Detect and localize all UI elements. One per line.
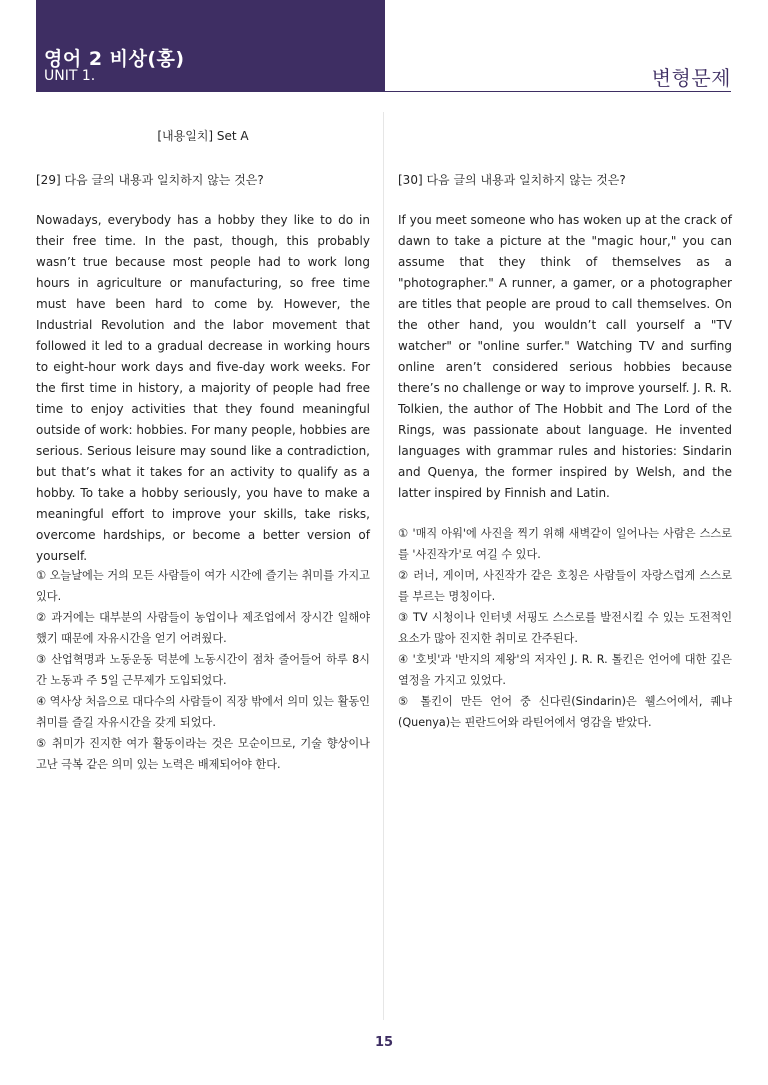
section-title: 변형문제 <box>651 66 731 90</box>
question-29-passage: Nowadays, everybody has a hobby they like to do in their free time. In the past, though, this probably wasn’t true because most people had to work long hours in agriculture or manufacturing, so free time must have been hard to come by. However, the Industrial Revolution and the labor movement that followed it led to a gradual decrease in working hours to eight-hour work days and five-day work weeks. For the first time in history, a majority of people had free time to enjoy activities that they found meaningful outside of work: hobbies. For many people, hobbies are serious. Serious leisure may sound like a contradiction, but that’s what it takes for an activity to qualify as a hobby. To take a hobby seriously, you have to make a meaningful effort to improve your skills, take risks, overcome hardships, or become a better version of yourself. <box>36 213 370 563</box>
header-rule <box>385 91 731 92</box>
choice-5: ⑤ 톨킨이 만든 언어 중 신다린(Sindarin)은 웰스어에서, 퀘냐(Quenya)는 핀란드어와 라틴어에서 영감을 받았다. <box>398 695 732 729</box>
choice-1: ① '매직 아워'에 사진을 찍기 위해 새벽같이 일어나는 사람은 스스로를 '사진작가'로 여길 수 있다. <box>398 527 732 561</box>
set-label: [내용일치] Set A <box>157 129 249 143</box>
choice-2: ② 과거에는 대부분의 사람들이 농업이나 제조업에서 장시간 일해야 했기 때문에 자유시간을 얻기 어려웠다. <box>36 611 370 645</box>
unit-label: UNIT 1. <box>44 68 96 84</box>
document-title: 영어 2 비상(홍) <box>44 48 185 70</box>
question-30-passage: If you meet someone who has woken up at the crack of dawn to take a picture at the "magic hour," you can assume that they think of themselves as a "photographer." A runner, a gamer, or a photographer are titles that people are proud to call themselves. On the other hand, you wouldn’t call yourself a "TV watcher" or "online surfer." Watching TV and surfing online aren’t considered serious hobbies because there’s no challenge or way to improve yourself. J. R. R. Tolkien, the author of The Hobbit and The Lord of the Rings, was passionate about language. He invented languages with grammar rules and histories: Sindarin and Quenya, the former inspired by Welsh, and the latter inspired by Finnish and Latin. <box>398 213 732 500</box>
question-29-prompt: [29] 다음 글의 내용과 일치하지 않는 것은? <box>36 173 264 187</box>
choice-2: ② 러너, 게이머, 사진작가 같은 호칭은 사람들이 자랑스럽게 스스로를 부르는 명칭이다. <box>398 569 732 603</box>
choice-4: ④ 역사상 처음으로 대다수의 사람들이 직장 밖에서 의미 있는 활동인 취미를 즐길 자유시간을 갖게 되었다. <box>36 695 370 729</box>
choice-5: ⑤ 취미가 진지한 여가 활동이라는 것은 모순이므로, 기술 향상이나 고난 극복 같은 의미 있는 노력은 배제되어야 한다. <box>36 737 370 771</box>
choice-3: ③ TV 시청이나 인터넷 서핑도 스스로를 발전시킬 수 있는 도전적인 요소가 많아 진지한 취미로 간주된다. <box>398 611 732 645</box>
question-30-prompt: [30] 다음 글의 내용과 일치하지 않는 것은? <box>398 173 626 187</box>
choice-1: ① 오늘날에는 거의 모든 사람들이 여가 시간에 즐기는 취미를 가지고 있다. <box>36 569 370 603</box>
question-30-choices <box>398 523 732 733</box>
header-banner <box>36 0 385 92</box>
choice-3: ③ 산업혁명과 노동운동 덕분에 노동시간이 점차 줄어들어 하루 8시간 노동과 주 5일 근무제가 도입되었다. <box>36 653 370 687</box>
page-number: 15 <box>374 1035 394 1050</box>
column-divider <box>383 112 384 1020</box>
question-29-choices <box>36 565 370 775</box>
choice-4: ④ '호빗'과 '반지의 제왕'의 저자인 J. R. R. 톨킨은 언어에 대한 깊은 열정을 가지고 있었다. <box>398 653 732 687</box>
